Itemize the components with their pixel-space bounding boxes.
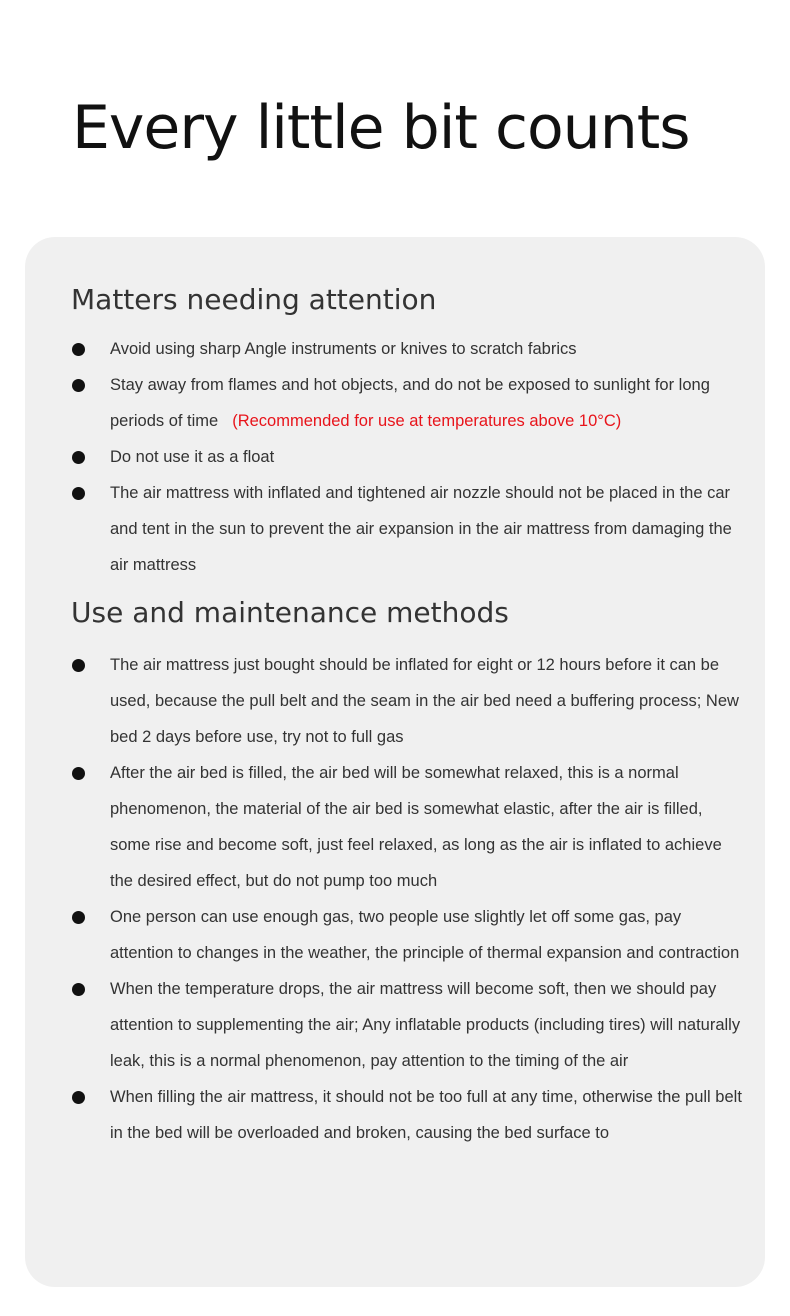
temperature-note: (Recommended for use at temperatures above 10°C)	[232, 412, 622, 430]
list-item	[25, 331, 765, 367]
list-item-text: When the temperature drops, the air mattress will become soft, then we should pay attention to supplementing the air; Any inflatable products (including tires) will naturally leak, this is a normal phenomenon, pay attention to the timing of the air	[110, 980, 741, 1070]
list-item-text: Stay away from flames and hot objects, and do not be exposed to sunlight for long periods of time	[110, 376, 710, 430]
list-item	[25, 647, 765, 755]
section-title-maintenance: Use and maintenance methods	[71, 596, 509, 629]
list-item	[25, 899, 765, 971]
list-item	[25, 439, 765, 475]
bullet-icon	[72, 343, 85, 356]
list-item	[25, 755, 765, 899]
maintenance-list	[25, 647, 765, 1151]
list-item-text: When filling the air mattress, it should not be too full at any time, otherwise the pull belt in the bed will be overloaded and broken, causing the bed surface to	[110, 1088, 742, 1142]
bullet-icon	[72, 983, 85, 996]
list-item	[25, 971, 765, 1079]
attention-list	[25, 331, 765, 583]
section-title-attention: Matters needing attention	[71, 283, 437, 316]
bullet-icon	[72, 1091, 85, 1104]
list-item-text: One person can use enough gas, two people use slightly let off some gas, pay attention to changes in the weather, the principle of thermal expansion and contraction	[110, 908, 740, 962]
list-item-text: The air mattress just bought should be inflated for eight or 12 hours before it can be used, because the pull belt and the seam in the air bed need a buffering process; New bed 2 days before use, try not to full gas	[110, 656, 739, 746]
bullet-icon	[72, 911, 85, 924]
page-title: Every little bit counts	[72, 93, 690, 163]
bullet-icon	[72, 767, 85, 780]
list-item	[25, 1079, 765, 1151]
bullet-icon	[72, 451, 85, 464]
list-item	[25, 367, 765, 439]
content-card	[25, 237, 765, 1287]
list-item-text: The air mattress with inflated and tightened air nozzle should not be placed in the car and tent in the sun to prevent the air expansion in the air mattress from damaging the air mattress	[110, 484, 732, 574]
bullet-icon	[72, 379, 85, 392]
list-item	[25, 475, 765, 583]
bullet-icon	[72, 659, 85, 672]
bullet-icon	[72, 487, 85, 500]
list-item-text: Do not use it as a float	[110, 448, 275, 466]
list-item-text: After the air bed is filled, the air bed will be somewhat relaxed, this is a normal phenomenon, the material of the air bed is somewhat elastic, after the air is filled, some rise and become soft, just feel relaxed, as long as the air is inflated to achieve the desired effect, but do not pump too much	[110, 764, 722, 890]
list-item-text: Avoid using sharp Angle instruments or knives to scratch fabrics	[110, 340, 577, 358]
